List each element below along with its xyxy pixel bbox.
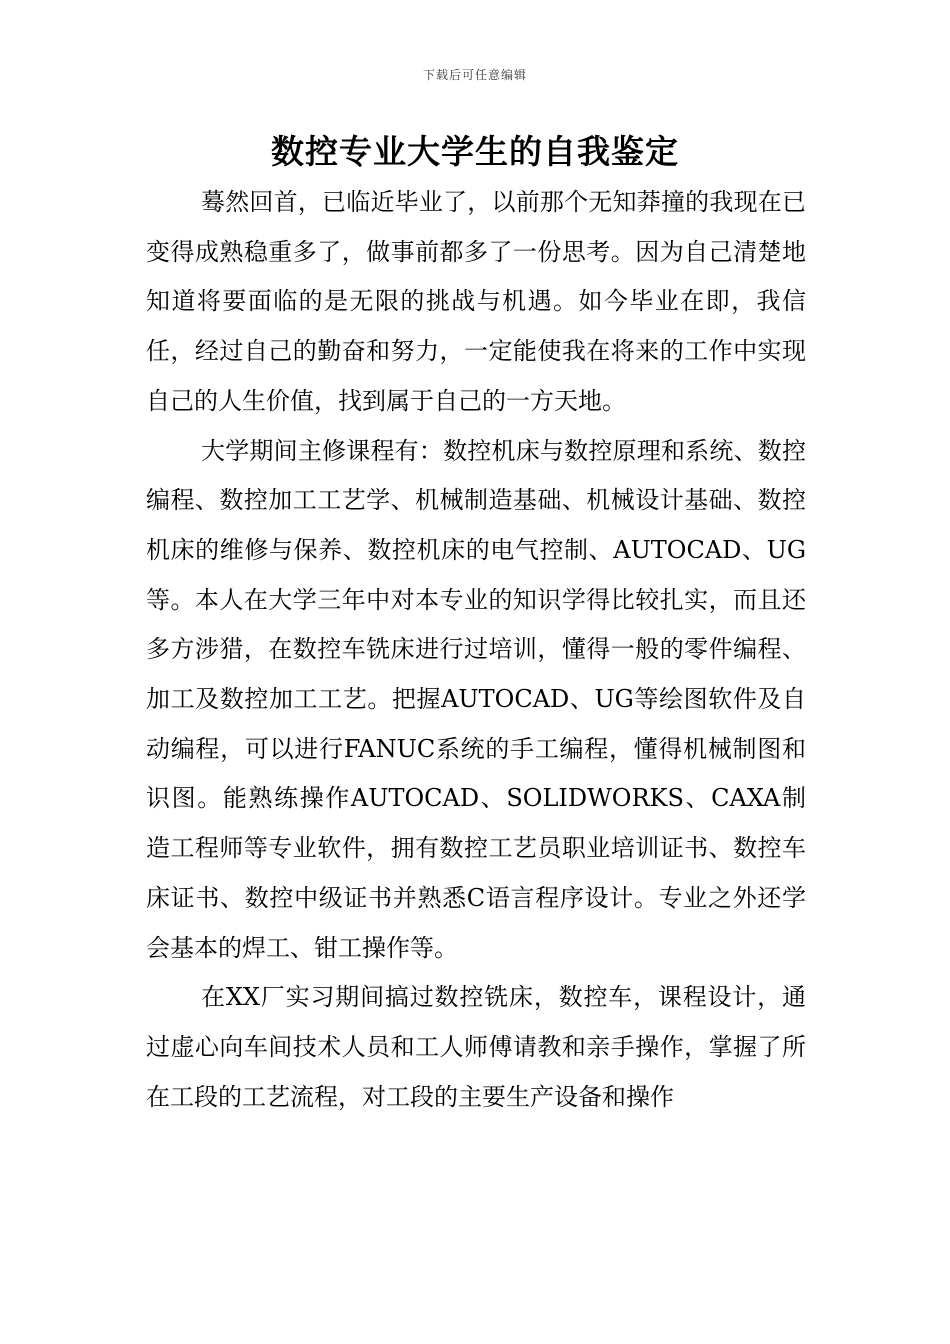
- document-body: [146, 178, 806, 1122]
- document-title: 数控专业大学生的自我鉴定: [271, 132, 679, 171]
- header-note: 下载后可任意编辑: [422, 68, 527, 82]
- paragraph-courses: 大学期间主修课程有：数控机床与数控原理和系统、数控编程、数控加工工艺学、机械制造基础、机械设计基础、数控机床的维修与保养、数控机床的电气控制、AUTOCAD、UG等。本人在大学三年中对本专业的知识学得比较扎实，而且还多方涉猎，在数控车铣床进行过培训，懂得一般的零件编程、加工及数控加工工艺。把握AUTOCAD、UG等绘图软件及自动编程，可以进行FANUC系统的手工编程，懂得机械制图和识图。能熟练操作AUTOCAD、SOLIDWORKS、CAXA制造工程师等专业软件，拥有数控工艺员职业培训证书、数控车床证书、数控中级证书并熟悉C语言程序设计。专业之外还学会基本的焊工、钳工操作等。: [146, 436, 806, 962]
- paragraph-internship: 在XX厂实习期间搞过数控铣床，数控车，课程设计，通过虚心向车间技术人员和工人师傅请教和亲手操作，掌握了所在工段的工艺流程，对工段的主要生产设备和操作: [146, 983, 806, 1111]
- paragraph-intro: 蓦然回首，已临近毕业了，以前那个无知莽撞的我现在已变得成熟稳重多了，做事前都多了一份思考。因为自己清楚地知道将要面临的是无限的挑战与机遇。如今毕业在即，我信任，经过自己的勤奋和努力，一定能使我在将来的工作中实现自己的人生价值，找到属于自己的一方天地。: [146, 188, 806, 415]
